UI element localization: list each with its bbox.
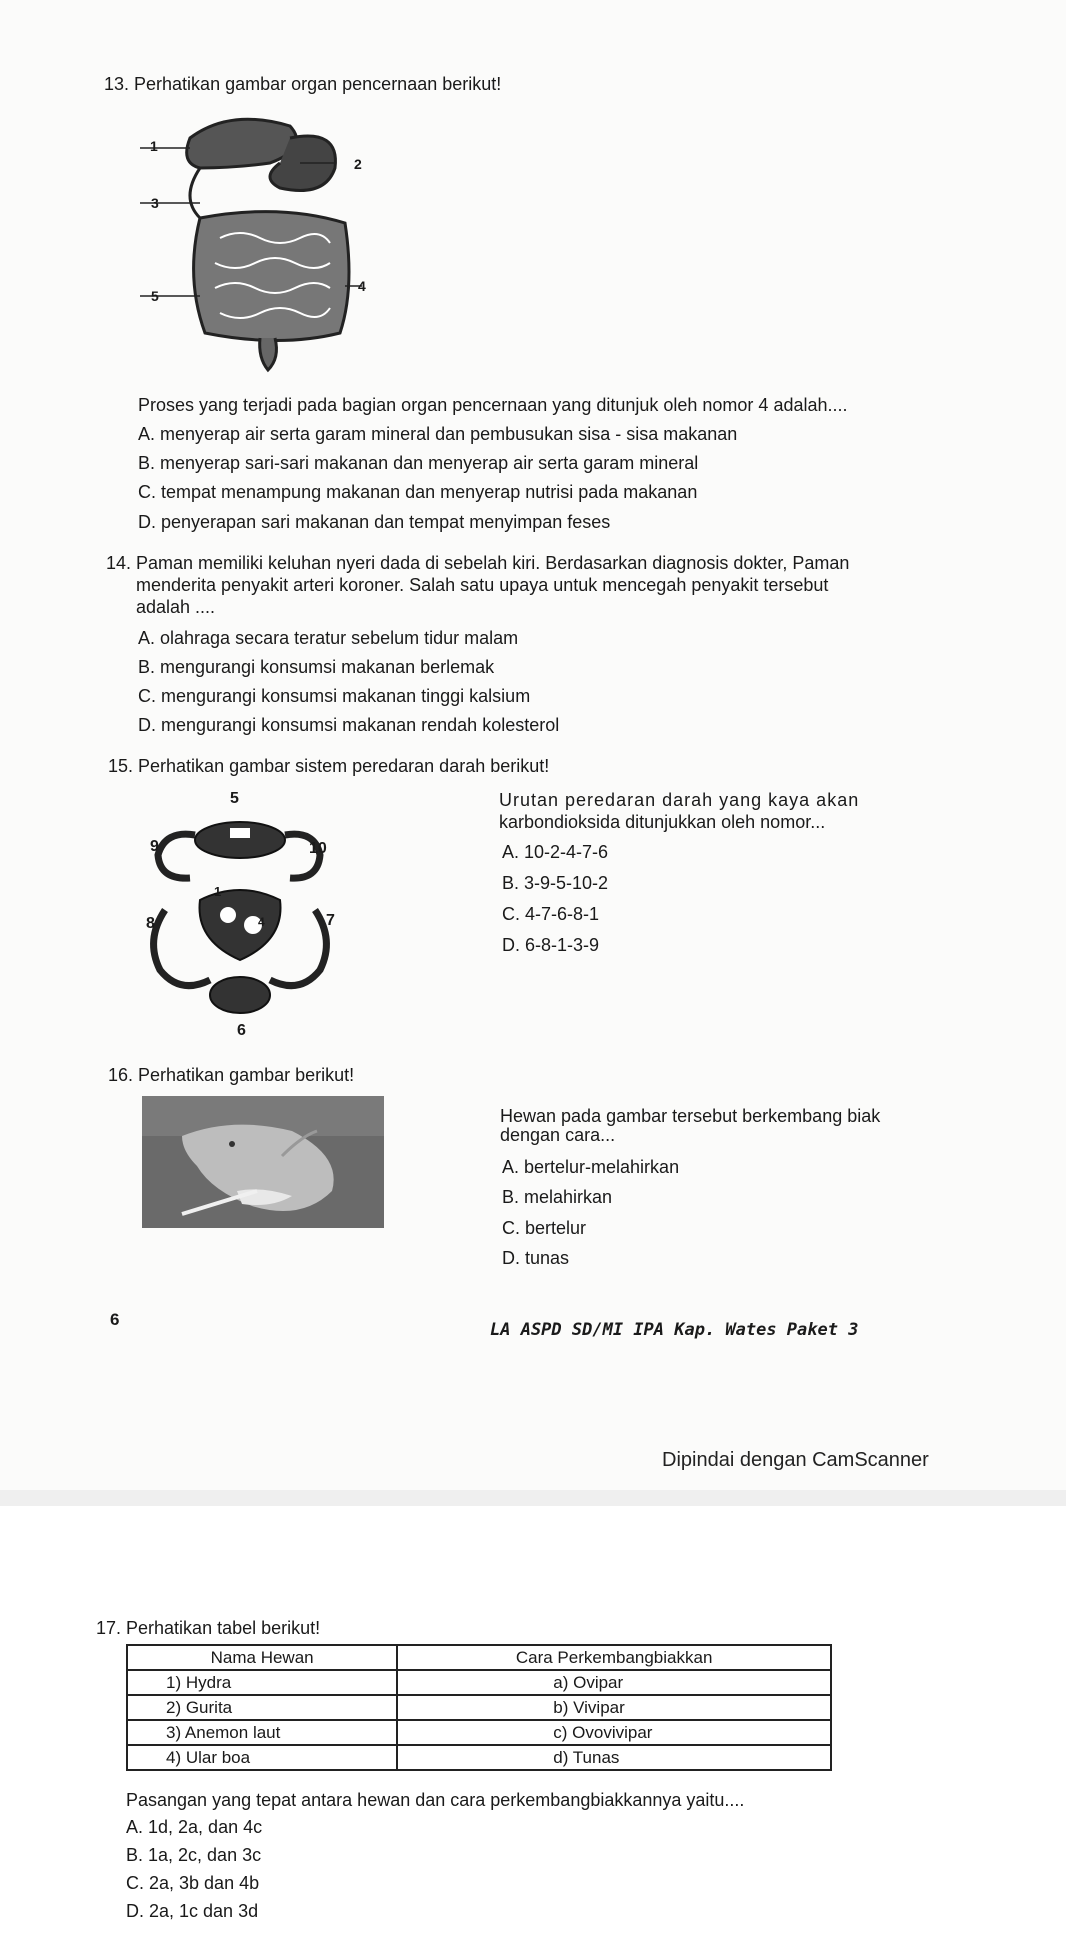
q15-option-c[interactable]: C. 4-7-6-8-1: [502, 904, 600, 924]
q15-label-6: 6: [237, 1022, 246, 1039]
q17-question: Pasangan yang tepat antara hewan dan cara perkembangbiakkannya yaitu....: [126, 1790, 745, 1810]
q14-text-line1: 14. Paman memiliki keluhan nyeri dada di sebelah kiri. Berdasarkan diagnosis dokter, Paman: [106, 553, 850, 573]
q15-label-1: 1: [214, 884, 222, 899]
q17-title: 17. Perhatikan tabel berikut!: [96, 1618, 321, 1638]
table-row: [127, 1695, 831, 1720]
q16-option-c[interactable]: C. bertelur: [502, 1218, 587, 1238]
page-separator: [0, 1490, 1066, 1506]
q14-option-d[interactable]: D. mengurangi konsumsi makanan rendah kolesterol: [138, 715, 560, 735]
table-cell: 2) Gurita: [127, 1695, 397, 1720]
q13-option-c[interactable]: C. tempat menampung makanan dan menyerap nutrisi pada makanan: [138, 482, 698, 502]
table-header-row: [127, 1645, 831, 1670]
q13-title: 13. Perhatikan gambar organ pencernaan berikut!: [104, 74, 502, 94]
q15-option-a[interactable]: A. 10-2-4-7-6: [502, 842, 609, 862]
q13-option-d[interactable]: D. penyerapan sari makanan dan tempat menyimpan feses: [138, 512, 611, 532]
q15-label-5: 5: [230, 790, 239, 807]
q16-option-a[interactable]: A. bertelur-melahirkan: [502, 1157, 680, 1177]
q13-label-3: 3: [151, 195, 159, 211]
q17-option-d[interactable]: D. 2a, 1c dan 3d: [126, 1901, 259, 1921]
footer-label: LA ASPD SD/MI IPA Kap. Wates Paket 3: [490, 1320, 859, 1340]
q14-option-c[interactable]: C. mengurangi konsumsi makanan tinggi kalsium: [138, 686, 531, 706]
q13-label-5: 5: [151, 288, 159, 304]
table-header-cell: Nama Hewan: [127, 1645, 397, 1670]
q15-label-7: 7: [326, 912, 335, 929]
q13-option-b[interactable]: B. menyerap sari-sari makanan dan menyerap air serta garam mineral: [138, 453, 699, 473]
q15-title: 15. Perhatikan gambar sistem peredaran darah berikut!: [108, 756, 550, 776]
q15-label-9: 9: [150, 838, 159, 855]
q16-question-line2: dengan cara...: [500, 1125, 616, 1145]
q13-label-1: 1: [150, 138, 158, 154]
q17-option-b[interactable]: B. 1a, 2c, dan 3c: [126, 1845, 262, 1865]
digestive-system-figure: [140, 108, 380, 378]
q16-option-d[interactable]: D. tunas: [502, 1248, 570, 1268]
q15-question-line1: Urutan peredaran darah yang kaya akan: [499, 790, 860, 810]
circulatory-system-figure: [140, 800, 340, 1025]
q15-question-line2: karbondioksida ditunjukkan oleh nomor...: [499, 812, 826, 832]
dolphin-photo: [142, 1096, 384, 1228]
page-number: 6: [110, 1310, 120, 1329]
table-row: [127, 1745, 831, 1770]
q15-label-4: 4: [258, 915, 265, 929]
q16-option-b[interactable]: B. melahirkan: [502, 1187, 613, 1207]
camscanner-watermark: Dipindai dengan CamScanner: [662, 1449, 929, 1471]
q14-option-b[interactable]: B. mengurangi konsumsi makanan berlemak: [138, 657, 495, 677]
q13-label-2: 2: [354, 156, 362, 172]
q13-option-a[interactable]: A. menyerap air serta garam mineral dan pembusukan sisa - sisa makanan: [138, 424, 738, 444]
q15-option-d[interactable]: D. 6-8-1-3-9: [502, 935, 600, 955]
animal-reproduction-table: [126, 1644, 832, 1771]
table-cell: c) Ovovivipar: [397, 1720, 831, 1745]
q16-title: 16. Perhatikan gambar berikut!: [108, 1065, 355, 1085]
q15-label-3: 3: [226, 910, 233, 924]
q14-text-line3: adalah ....: [136, 597, 216, 617]
q13-label-4: 4: [358, 278, 366, 294]
table-cell: d) Tunas: [397, 1745, 831, 1770]
q14-option-a[interactable]: A. olahraga secara teratur sebelum tidur malam: [138, 628, 519, 648]
q15-option-b[interactable]: B. 3-9-5-10-2: [502, 873, 609, 893]
table-cell: a) Ovipar: [397, 1670, 831, 1695]
table-cell: b) Vivipar: [397, 1695, 831, 1720]
q16-question-line1: Hewan pada gambar tersebut berkembang biak: [500, 1106, 881, 1126]
table-header-cell: Cara Perkembangbiakkan: [397, 1645, 831, 1670]
table-cell: 4) Ular boa: [127, 1745, 397, 1770]
table-row: [127, 1720, 831, 1745]
q15-label-8: 8: [146, 915, 155, 932]
q17-option-a[interactable]: A. 1d, 2a, dan 4c: [126, 1817, 263, 1837]
q17-option-c[interactable]: C. 2a, 3b dan 4b: [126, 1873, 260, 1893]
q15-label-10: 10: [309, 840, 327, 857]
q13-question: Proses yang terjadi pada bagian organ pencernaan yang ditunjuk oleh nomor 4 adalah....: [138, 395, 848, 415]
table-cell: 1) Hydra: [127, 1670, 397, 1695]
table-cell: 3) Anemon laut: [127, 1720, 397, 1745]
table-row: [127, 1670, 831, 1695]
q14-text-line2: menderita penyakit arteri koroner. Salah satu upaya untuk mencegah penyakit tersebut: [136, 575, 829, 595]
